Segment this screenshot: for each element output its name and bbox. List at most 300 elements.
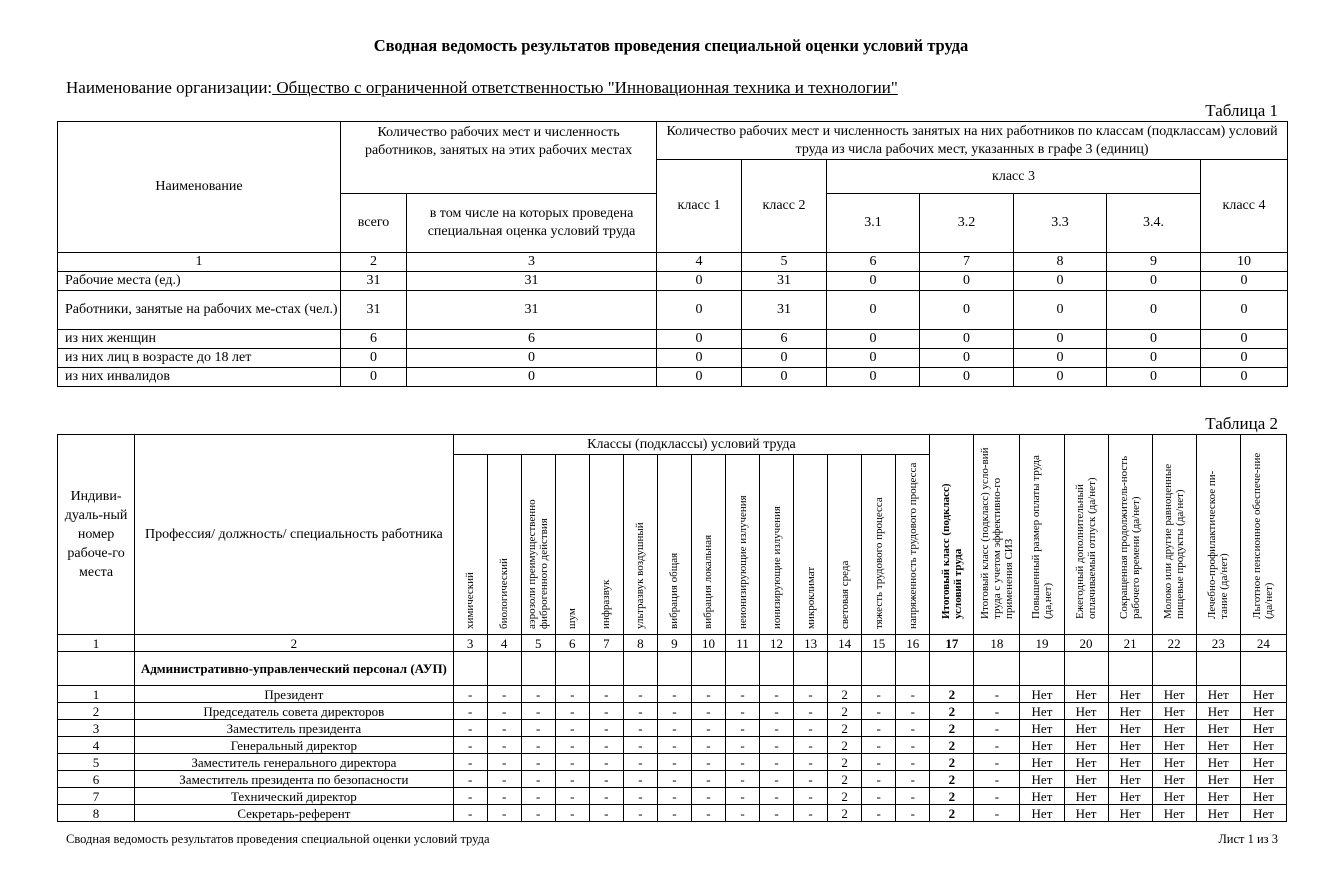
- t2-factor-label: химический: [464, 572, 477, 629]
- t2-cell: -: [794, 686, 828, 703]
- t1-cell: 0: [827, 368, 920, 387]
- t2-cell: Нет: [1020, 686, 1064, 703]
- t2-cell: -: [589, 720, 623, 737]
- t2-cell: -: [657, 720, 691, 737]
- t2-cell: 2: [828, 703, 862, 720]
- t2-cell: -: [453, 805, 487, 822]
- t2-header-extra: [1064, 435, 1108, 635]
- t2-cell: -: [862, 771, 896, 788]
- t2-cell: -: [974, 686, 1020, 703]
- t2-cell: Нет: [1064, 737, 1108, 754]
- t2-factor-label: шум: [566, 608, 579, 629]
- t2-cell: -: [521, 805, 555, 822]
- t2-cell: Нет: [1152, 805, 1196, 822]
- t2-cell: -: [589, 771, 623, 788]
- t1-cell: 0: [920, 368, 1014, 387]
- t2-section-empty: [1020, 652, 1064, 686]
- t2-factor-label: напряженность трудового процесса: [906, 462, 919, 629]
- t2-cell: -: [521, 720, 555, 737]
- t2-cell: -: [487, 754, 521, 771]
- organization-label: Наименование организации:: [66, 78, 273, 97]
- t2-factor-label: световая среда: [838, 560, 851, 629]
- t2-row-id: 7: [58, 788, 135, 805]
- t1-cell: 0: [1107, 291, 1201, 330]
- t1-header-class3: класс 3: [827, 160, 1201, 194]
- t1-colnum: 3: [407, 253, 657, 272]
- t2-colnum: 13: [794, 635, 828, 652]
- t2-row-id: 2: [58, 703, 135, 720]
- t2-cell: -: [453, 703, 487, 720]
- t2-cell: -: [487, 788, 521, 805]
- t2-row-name: Заместитель президента: [135, 720, 454, 737]
- t2-cell: Нет: [1196, 771, 1240, 788]
- t2-cell: Нет: [1020, 788, 1064, 805]
- t2-cell: -: [623, 788, 657, 805]
- footer-left: Сводная ведомость результатов проведения специальной оценки условий труда: [66, 832, 490, 846]
- t2-cell: Нет: [1240, 686, 1286, 703]
- t2-cell: -: [555, 805, 589, 822]
- t2-section-empty: [930, 652, 974, 686]
- t2-header-profession: Профессия/ должность/ специальность работника: [135, 435, 454, 635]
- t2-cell: -: [487, 686, 521, 703]
- t2-cell: -: [521, 788, 555, 805]
- t2-cell: -: [521, 754, 555, 771]
- t2-section-title: Административно-управленческий персонал (АУП): [135, 652, 454, 686]
- t2-row-name: Заместитель генерального директора: [135, 754, 454, 771]
- t2-row-id: 4: [58, 737, 135, 754]
- t2-cell: -: [521, 703, 555, 720]
- t2-cell: -: [794, 703, 828, 720]
- t2-cell: 2: [828, 788, 862, 805]
- t2-cell: -: [794, 771, 828, 788]
- t1-cell: 0: [920, 349, 1014, 368]
- t2-row-name: Технический директор: [135, 788, 454, 805]
- t2-cell: Нет: [1152, 703, 1196, 720]
- organization-name: Общество с ограниченной ответственностью "Инновационная техника и технологии": [272, 78, 898, 97]
- t2-row: [58, 805, 1287, 822]
- t2-cell: -: [623, 771, 657, 788]
- t2-header-extra: [1196, 435, 1240, 635]
- t2-cell: Нет: [1196, 788, 1240, 805]
- t1-cell: 0: [1014, 291, 1107, 330]
- t2-cell: -: [760, 720, 794, 737]
- t2-cell: Нет: [1240, 788, 1286, 805]
- t2-factor-label: вибрация локальная: [702, 534, 715, 629]
- t2-cell: -: [623, 686, 657, 703]
- t2-cell: Нет: [1196, 703, 1240, 720]
- t2-header-id: Индиви-дуаль-ный номер рабоче-го места: [58, 435, 135, 635]
- t2-section-empty: [623, 652, 657, 686]
- t2-cell: -: [521, 737, 555, 754]
- t2-row-name: Заместитель президента по безопасности: [135, 771, 454, 788]
- t2-colnum: 5: [521, 635, 555, 652]
- t2-factor-header: [589, 455, 623, 635]
- t1-cell: 31: [341, 272, 407, 291]
- t1-row: [58, 272, 1288, 291]
- t2-cell: 2: [828, 754, 862, 771]
- t1-cell: 31: [407, 272, 657, 291]
- t2-cell: -: [691, 771, 725, 788]
- t2-cell: -: [589, 737, 623, 754]
- t2-cell: -: [657, 686, 691, 703]
- t2-colnum: 9: [657, 635, 691, 652]
- t1-header-3-1: 3.1: [827, 194, 920, 253]
- t2-row: [58, 720, 1287, 737]
- t2-factor-label: микроклимат: [804, 566, 817, 629]
- t2-cell: -: [974, 771, 1020, 788]
- t1-row: [58, 368, 1288, 387]
- t2-factor-header: [828, 455, 862, 635]
- t1-cell: 0: [341, 349, 407, 368]
- t1-row-name: из них инвалидов: [58, 368, 341, 387]
- t2-factor-header: [623, 455, 657, 635]
- table2-label: Таблица 2: [1205, 414, 1278, 433]
- t2-cell: -: [487, 720, 521, 737]
- t2-factor-header: [657, 455, 691, 635]
- t2-factor-label: вибрация общая: [668, 552, 681, 629]
- t1-cell: 0: [920, 330, 1014, 349]
- t2-cell: -: [555, 686, 589, 703]
- t2-cell: -: [974, 703, 1020, 720]
- t2-header-extra: [1020, 435, 1064, 635]
- t2-factor-label: ионизирующие излучения: [770, 506, 783, 629]
- t2-cell: -: [760, 805, 794, 822]
- t2-cell: Нет: [1196, 754, 1240, 771]
- t2-cell: -: [657, 703, 691, 720]
- t1-row: [58, 330, 1288, 349]
- t2-factor-header: [725, 455, 759, 635]
- t1-cell: 0: [1014, 349, 1107, 368]
- t2-header-extra: [1108, 435, 1152, 635]
- t1-cell: 0: [1201, 368, 1288, 387]
- t1-cell: 0: [920, 291, 1014, 330]
- t2-cell: -: [691, 720, 725, 737]
- t2-extra-label: Молоко или другие равноценные пищевые продукты (да/нет): [1162, 463, 1187, 619]
- t2-row-name: Президент: [135, 686, 454, 703]
- t1-header-sout: в том числе на которых проведена специальная оценка условий труда: [407, 194, 657, 253]
- t1-cell: 0: [657, 349, 742, 368]
- t2-factor-header: [487, 455, 521, 635]
- t2-cell: -: [862, 788, 896, 805]
- t1-cell: 0: [1201, 349, 1288, 368]
- t2-cell: Нет: [1240, 737, 1286, 754]
- t2-cell: Нет: [1152, 737, 1196, 754]
- t2-factor-header: [453, 455, 487, 635]
- t2-cell: -: [453, 686, 487, 703]
- t2-cell: Нет: [1108, 805, 1152, 822]
- t2-cell: Нет: [1240, 703, 1286, 720]
- t1-header-3-2: 3.2: [920, 194, 1014, 253]
- t2-cell: 2: [930, 754, 974, 771]
- t2-cell: 2: [930, 686, 974, 703]
- t2-row-id: 8: [58, 805, 135, 822]
- t2-row: [58, 703, 1287, 720]
- t1-cell: 0: [1107, 368, 1201, 387]
- summary-table: [57, 121, 1288, 387]
- t1-cell: 0: [827, 291, 920, 330]
- t2-colnum: 1: [58, 635, 135, 652]
- t2-factor-header: [794, 455, 828, 635]
- t2-cell: -: [589, 788, 623, 805]
- t2-cell: Нет: [1108, 771, 1152, 788]
- t2-cell: -: [760, 754, 794, 771]
- t2-cell: 2: [828, 805, 862, 822]
- t2-cell: Нет: [1108, 720, 1152, 737]
- t2-cell: -: [760, 686, 794, 703]
- t2-factor-label: ультразвук воздушный: [634, 522, 647, 629]
- t1-header-classes: Количество рабочих мест и численность занятых на них работников по классам (подклассам) условий труда из числа рабочих мест, указанных в графе 3 (единиц): [657, 122, 1288, 160]
- t1-colnum: 7: [920, 253, 1014, 272]
- t2-row-id: 5: [58, 754, 135, 771]
- t2-factor-header: [691, 455, 725, 635]
- t2-row: [58, 754, 1287, 771]
- t1-colnum: 9: [1107, 253, 1201, 272]
- t2-cell: Нет: [1108, 686, 1152, 703]
- t2-extra-label: Лечебно-профилактическое пи-тание (да/нет): [1206, 470, 1231, 619]
- t1-header-name: Наименование: [58, 122, 341, 253]
- t2-cell: Нет: [1108, 788, 1152, 805]
- t2-row-id: 1: [58, 686, 135, 703]
- t1-colnum: 2: [341, 253, 407, 272]
- table1-label: Таблица 1: [1205, 101, 1278, 120]
- t2-factor-label: тяжесть трудового процесса: [872, 497, 885, 629]
- t1-colnum: 4: [657, 253, 742, 272]
- t2-cell: Нет: [1196, 686, 1240, 703]
- t2-cell: Нет: [1196, 720, 1240, 737]
- t1-cell: 0: [657, 368, 742, 387]
- t2-cell: -: [896, 686, 930, 703]
- t2-cell: -: [725, 805, 759, 822]
- t1-header-class4: класс 4: [1201, 160, 1288, 253]
- t2-cell: Нет: [1108, 754, 1152, 771]
- t2-row: [58, 737, 1287, 754]
- t1-cell: 6: [341, 330, 407, 349]
- t2-cell: Нет: [1196, 805, 1240, 822]
- t2-cell: -: [623, 703, 657, 720]
- t1-cell: 0: [1014, 272, 1107, 291]
- t2-section-empty: [828, 652, 862, 686]
- t2-section-empty: [862, 652, 896, 686]
- t2-colnum: 14: [828, 635, 862, 652]
- t1-cell: 0: [407, 349, 657, 368]
- t2-factor-header: [862, 455, 896, 635]
- t1-colnum: 1: [58, 253, 341, 272]
- t2-cell: Нет: [1020, 737, 1064, 754]
- t2-cell: -: [521, 771, 555, 788]
- t2-cell: Нет: [1152, 788, 1196, 805]
- t2-header-extra: [1240, 435, 1286, 635]
- t2-cell: -: [589, 754, 623, 771]
- t2-colnum: 11: [725, 635, 759, 652]
- t1-cell: 0: [827, 272, 920, 291]
- t2-cell: -: [623, 737, 657, 754]
- t1-cell: 0: [1201, 291, 1288, 330]
- t2-cell: -: [760, 788, 794, 805]
- t2-cell: -: [862, 720, 896, 737]
- t2-colnum: 2: [135, 635, 454, 652]
- t2-cell: Нет: [1152, 720, 1196, 737]
- t2-extra-label: Льготное пенсионное обеспече-ние (да/нет): [1251, 452, 1276, 619]
- t2-cell: -: [896, 703, 930, 720]
- t1-cell: 0: [657, 272, 742, 291]
- t1-cell: 31: [341, 291, 407, 330]
- t2-header-classes: Классы (подклассы) условий труда: [453, 435, 930, 455]
- t2-cell: Нет: [1064, 720, 1108, 737]
- t2-cell: -: [691, 805, 725, 822]
- page-number: Лист 1 из 3: [1218, 832, 1278, 846]
- t2-cell: Нет: [1240, 771, 1286, 788]
- t1-row: [58, 291, 1288, 330]
- t2-cell: -: [487, 737, 521, 754]
- t2-cell: -: [623, 805, 657, 822]
- t2-row: [58, 771, 1287, 788]
- t1-cell: 0: [1201, 272, 1288, 291]
- t1-row-name: Рабочие места (ед.): [58, 272, 341, 291]
- t1-header-total: всего: [341, 194, 407, 253]
- t2-header-final-siz: [974, 435, 1020, 635]
- t2-cell: Нет: [1152, 754, 1196, 771]
- t2-cell: -: [896, 805, 930, 822]
- t2-row-id: 6: [58, 771, 135, 788]
- t2-cell: Нет: [1064, 686, 1108, 703]
- t2-cell: -: [521, 686, 555, 703]
- t2-cell: -: [862, 703, 896, 720]
- t2-cell: Нет: [1064, 805, 1108, 822]
- t1-cell: 0: [920, 272, 1014, 291]
- t1-cell: 0: [742, 349, 827, 368]
- t1-cell: 31: [742, 291, 827, 330]
- t1-cell: 0: [1014, 330, 1107, 349]
- t1-colnum: 5: [742, 253, 827, 272]
- t2-factor-label: неионизирующие излучения: [736, 495, 749, 629]
- t1-header-3-4: 3.4.: [1107, 194, 1201, 253]
- t2-cell: -: [691, 737, 725, 754]
- t2-cell: Нет: [1240, 720, 1286, 737]
- t2-cell: -: [896, 720, 930, 737]
- t2-section-empty: [1196, 652, 1240, 686]
- t1-row: [58, 349, 1288, 368]
- t2-section-empty: [1064, 652, 1108, 686]
- t2-cell: -: [862, 805, 896, 822]
- t2-cell: -: [453, 754, 487, 771]
- t2-factor-label: аэрозоли преимущественно фиброгенного действия: [526, 499, 551, 629]
- t2-section-empty: [657, 652, 691, 686]
- t2-cell: -: [657, 771, 691, 788]
- t2-colnum: 4: [487, 635, 521, 652]
- t1-cell: 0: [407, 368, 657, 387]
- t1-cell: 0: [827, 349, 920, 368]
- t2-row-name: Секретарь-референт: [135, 805, 454, 822]
- t2-extra-label: Повышенный размер оплаты труда (да,нет): [1029, 455, 1054, 619]
- t2-cell: -: [555, 788, 589, 805]
- t2-cell: -: [974, 754, 1020, 771]
- workplaces-table: [57, 434, 1287, 822]
- t2-factor-header: [521, 455, 555, 635]
- t2-section-empty: [453, 652, 487, 686]
- t2-cell: -: [691, 703, 725, 720]
- t2-cell: -: [555, 754, 589, 771]
- t2-cell: -: [691, 788, 725, 805]
- t2-cell: -: [974, 720, 1020, 737]
- t2-cell: Нет: [1064, 703, 1108, 720]
- t2-cell: 2: [930, 703, 974, 720]
- t2-cell: 2: [828, 720, 862, 737]
- t2-cell: 2: [930, 737, 974, 754]
- t2-cell: -: [657, 737, 691, 754]
- t1-cell: 0: [1201, 330, 1288, 349]
- t2-colnum: 15: [862, 635, 896, 652]
- t2-section-empty: [555, 652, 589, 686]
- t2-cell: -: [862, 754, 896, 771]
- t2-cell: -: [974, 805, 1020, 822]
- t2-cell: -: [555, 703, 589, 720]
- t2-cell: -: [974, 788, 1020, 805]
- t2-row: [58, 686, 1287, 703]
- t2-cell: -: [487, 771, 521, 788]
- t2-colnum: 12: [760, 635, 794, 652]
- t2-cell: -: [974, 737, 1020, 754]
- t2-cell: -: [691, 754, 725, 771]
- t2-section-empty: [974, 652, 1020, 686]
- t2-colnum: 23: [1196, 635, 1240, 652]
- t2-colnum: 8: [623, 635, 657, 652]
- t2-section-empty: [1240, 652, 1286, 686]
- t2-cell: Нет: [1064, 754, 1108, 771]
- t2-cell: Нет: [1020, 771, 1064, 788]
- t1-colnum: 6: [827, 253, 920, 272]
- t2-section-empty: [896, 652, 930, 686]
- t1-cell: 0: [742, 368, 827, 387]
- t2-row: [58, 788, 1287, 805]
- t2-cell: -: [555, 737, 589, 754]
- t2-section-empty: [725, 652, 759, 686]
- t2-colnum: 19: [1020, 635, 1064, 652]
- t2-cell: Нет: [1064, 788, 1108, 805]
- t2-cell: -: [896, 754, 930, 771]
- t2-cell: -: [896, 771, 930, 788]
- t2-cell: Нет: [1108, 737, 1152, 754]
- t1-cell: 0: [1107, 349, 1201, 368]
- t2-section-empty: [1152, 652, 1196, 686]
- t2-cell: -: [725, 754, 759, 771]
- t2-final-label: Итоговый класс (подкласс) условий труда: [939, 483, 964, 619]
- t2-cell: -: [657, 788, 691, 805]
- t2-row-name: Председатель совета директоров: [135, 703, 454, 720]
- t2-cell: -: [760, 703, 794, 720]
- t2-factor-header: [896, 455, 930, 635]
- t2-cell: -: [725, 788, 759, 805]
- t2-colnum: 6: [555, 635, 589, 652]
- t2-cell: Нет: [1020, 805, 1064, 822]
- t2-factor-label: инфразвук: [600, 579, 613, 629]
- t2-cell: -: [691, 686, 725, 703]
- t2-cell: -: [589, 805, 623, 822]
- t1-row-name: Работники, занятые на рабочих ме-стах (чел.): [58, 291, 341, 330]
- t2-factor-header: [555, 455, 589, 635]
- t1-cell: 6: [407, 330, 657, 349]
- t2-colnum: 17: [930, 635, 974, 652]
- t2-cell: -: [725, 686, 759, 703]
- t2-colnum: 7: [589, 635, 623, 652]
- t2-cell: -: [794, 805, 828, 822]
- t2-cell: -: [487, 805, 521, 822]
- t2-cell: 2: [930, 720, 974, 737]
- t2-extra-label: Сокращенная продолжитель-ность рабочего времени (да/нет): [1118, 455, 1143, 619]
- t2-cell: 2: [828, 771, 862, 788]
- t2-row-id: 3: [58, 720, 135, 737]
- t2-cell: -: [794, 788, 828, 805]
- t2-section-empty: [760, 652, 794, 686]
